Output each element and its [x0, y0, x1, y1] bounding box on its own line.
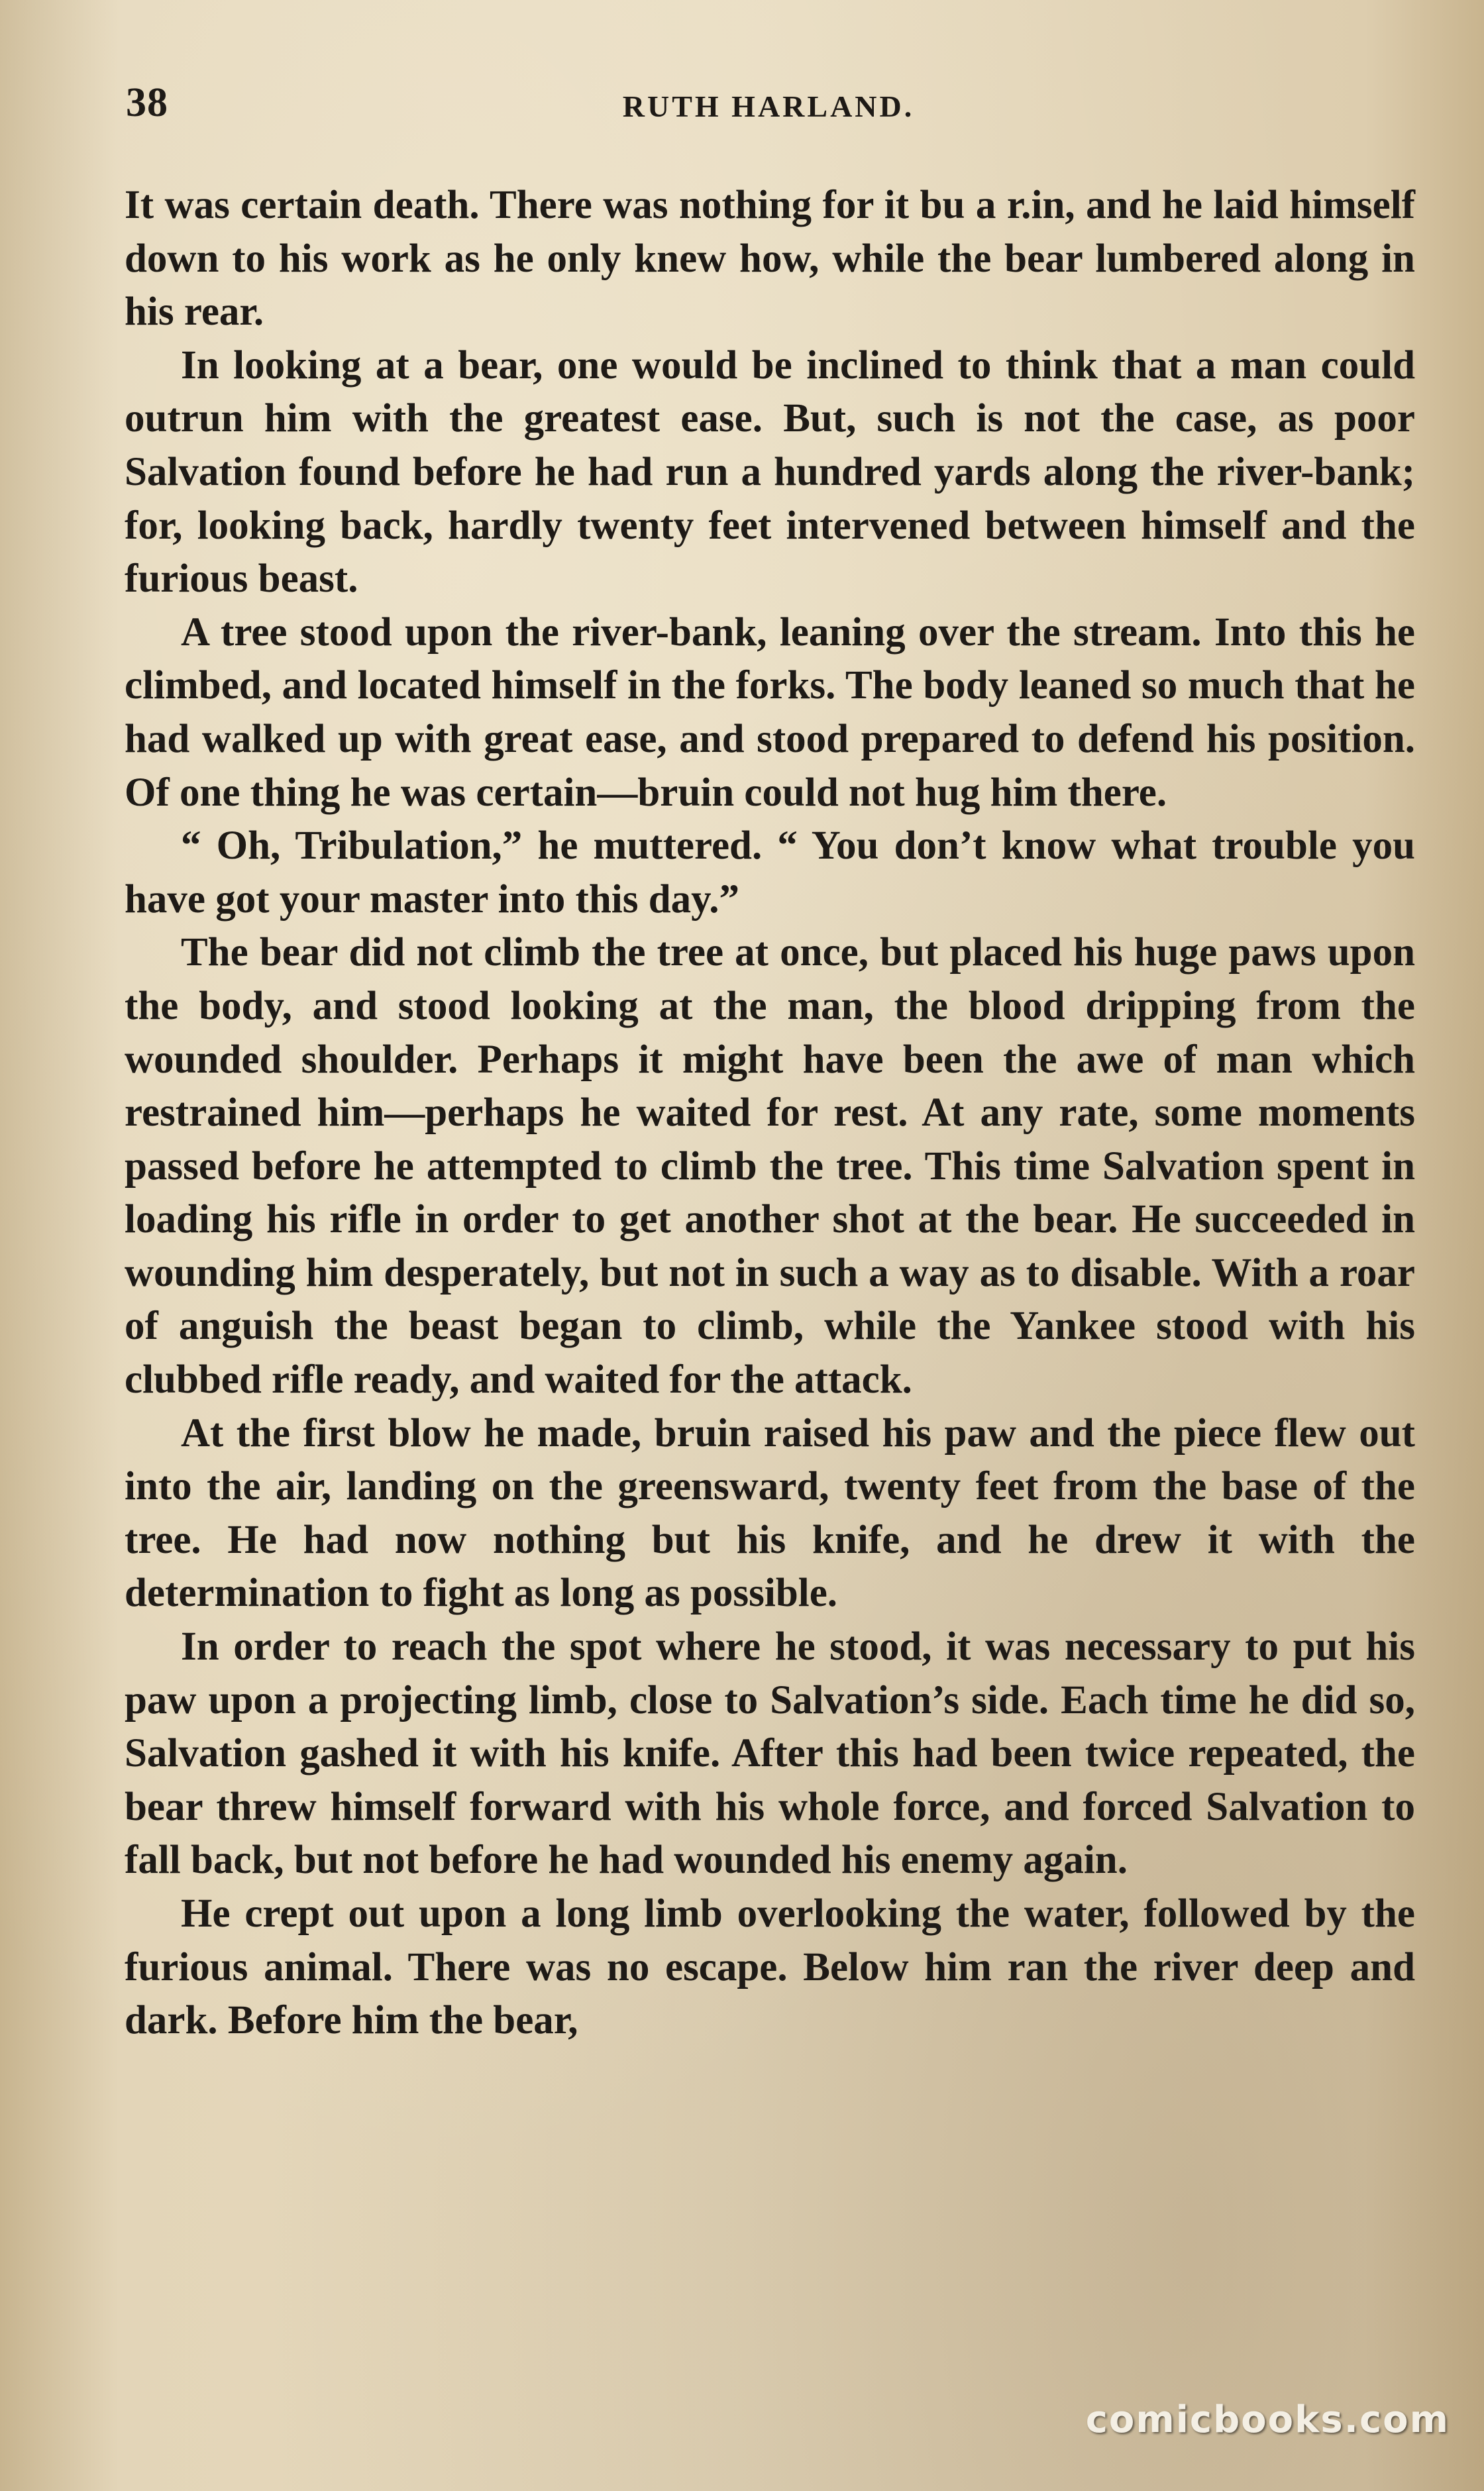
running-title: RUTH HARLAND.: [622, 89, 915, 123]
paragraph: A tree stood upon the river-bank, leaning over the stream. Into this he climbed, and located himself in the forks. The body leaned so much that he had walked up with great ease, and stood prepared to defend his position. Of one thing he was certain—bruin could not hug him there.: [125, 610, 1415, 815]
page-header: [126, 80, 1411, 139]
page-number: 38: [126, 80, 168, 125]
paragraph: At the first blow he made, bruin raised his paw and the piece flew out into the air, landing on the greensward, twenty feet from the base of the tree. He had now nothing but his knife, and he drew it with the determination to fight as long as possible.: [125, 1410, 1415, 1616]
watermark: comicbooks.com: [1085, 2398, 1450, 2441]
paragraph: In order to reach the spot where he stood, it was necessary to put his paw upon a projecting limb, close to Salvation’s side. Each time he did so, Salvation gashed it with his knife. After this had been twice repeated, the bear threw himself forward with his whole force, and forced Salvation to fall back, but not before he had wounded his enemy again.: [125, 1624, 1415, 1883]
paragraph: In looking at a bear, one would be inclined to think that a man could outrun him with the greatest ease. But, such is not the case, as poor Salvation found before he had run a hundred yards along the river-bank; for, looking back, hardly twenty feet intervened between himself and the furious beast.: [125, 343, 1415, 602]
paragraph: He crept out upon a long limb overlooking the water, followed by the furious animal. There was no escape. Below him ran the river deep and dark. Before him the bear,: [125, 1891, 1415, 2043]
paragraph: “ Oh, Tribulation,” he muttered. “ You don’t know what trouble you have got your master into this day.”: [125, 823, 1415, 922]
paragraph: The bear did not climb the tree at once, but placed his huge paws upon the body, and stood looking at the man, the blood dripping from the wounded shoulder. Perhaps it might have been the awe of man which restrained him—perhaps he waited for rest. At any rate, some moments passed before he attempted to climb the tree. This time Salvation spent in loading his rifle in order to get another shot at the bear. He succeeded in wounding him desperately, but not in such a way as to disable. With a roar of anguish the beast began to climb, while the Yankee stood with his clubbed rifle ready, and waited for the attack.: [125, 930, 1415, 1403]
body-text: [125, 179, 1415, 2048]
paragraph: It was certain death. There was nothing for it bu a r.in, and he laid himself down to his work as he only knew how, while the bear lumbered along in his rear.: [125, 183, 1415, 335]
